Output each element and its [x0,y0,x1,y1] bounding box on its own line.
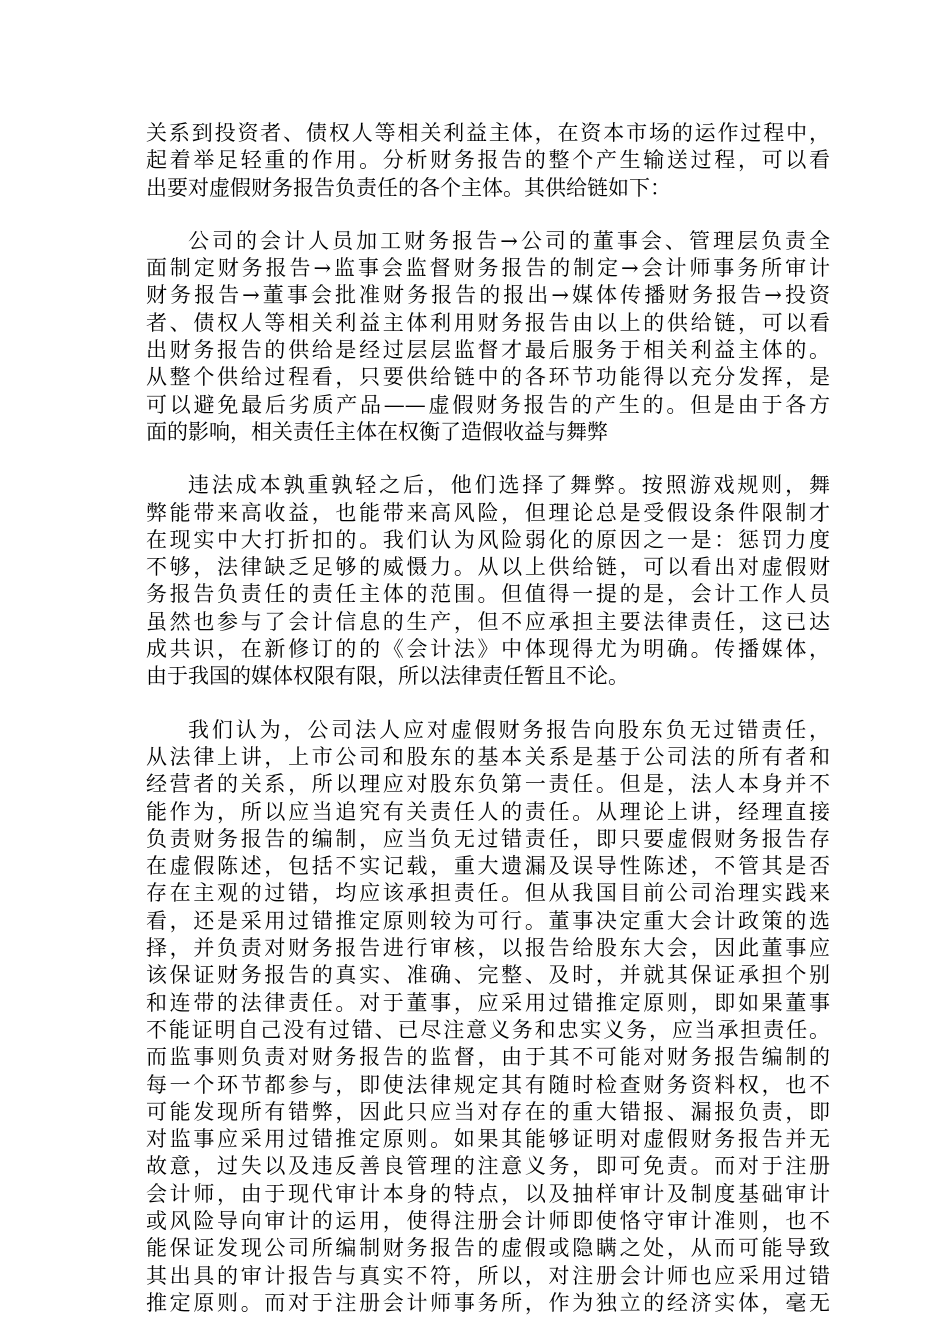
document-page [146,120,830,1317]
text-line: 弊能带来高收益，也能带来高风险，但理论总是受假设条件限制才 [146,500,830,525]
text-line: 在虚假陈述，包括不实记载，重大遗漏及误导性陈述，不管其是否 [146,854,830,879]
paragraph-gap [146,691,830,717]
text-line: 而监事则负责对财务报告的监督，由于其不可能对财务报告编制的 [146,1045,830,1070]
text-line: 虽然也参与了会计信息的生产，但不应承担主要法律责任，这已达 [146,609,830,634]
text-line: 看，还是采用过错推定原则较为可行。董事决定重大会计政策的选 [146,908,830,933]
text-line: 其出具的审计报告与真实不符，所以，对注册会计师也应采用过错 [146,1263,830,1288]
text-line: 推定原则。而对于注册会计师事务所，作为独立的经济实体，毫无 [146,1290,830,1315]
text-line: 不够，法律缺乏足够的威慑力。从以上供给链，可以看出对虚假财 [146,555,830,580]
text-line: 成共识，在新修订的的《会计法》中体现得尤为明确。传播媒体， [146,637,830,662]
text-line: 每一个环节都参与，即使法律规定其有随时检查财务资料权，也不 [146,1072,830,1097]
text-line: 面的影响，相关责任主体在权衡了造假收益与舞弊 [146,419,608,444]
text-line: 会计师，由于现代审计本身的特点，以及抽样审计及制度基础审计 [146,1181,830,1206]
text-line: 面制定财务报告→监事会监督财务报告的制定→会计师事务所审计 [146,256,830,281]
text-line: 存在主观的过错，均应该承担责任。但从我国目前公司治理实践来 [146,881,830,906]
text-line: 经营者的关系，所以理应对股东负第一责任。但是，法人本身并不 [146,772,830,797]
paragraph-3 [146,472,830,690]
text-line: 关系到投资者、债权人等相关利益主体，在资本市场的运作过程中， [146,121,830,145]
text-line: 我们认为，公司法人应对虚假财务报告向股东负无过错责任， [188,717,830,742]
text-line: 者、债权人等相关利益主体利用财务报告由以上的供给链，可以看 [146,310,830,335]
text-line: 可以避免最后劣质产品——虚假财务报告的产生的。但是由于各方 [146,392,830,417]
text-line: 负责财务报告的编制，应当负无过错责任，即只要虚假财务报告存 [146,826,830,851]
text-line: 不能证明自己没有过错、已尽注意义务和忠实义务，应当承担责任。 [146,1017,830,1042]
text-line: 能作为，所以应当追究有关责任人的责任。从理论上讲，经理直接 [146,799,830,824]
text-line: 对监事应采用过错推定原则。如果其能够证明对虚假财务报告并无 [146,1127,830,1152]
text-line: 起着举足轻重的作用。分析财务报告的整个产生输送过程，可以看 [146,148,830,173]
paragraph-4 [146,717,830,1318]
text-line: 能保证发现公司所编制财务报告的虚假或隐瞒之处，从而可能导致 [146,1236,830,1261]
text-line: 从整个供给过程看，只要供给链中的各环节功能得以充分发挥，是 [146,365,830,390]
text-line: 故意，过失以及违反善良管理的注意义务，即可免责。而对于注册 [146,1154,830,1179]
paragraph-2 [146,228,830,446]
text-line: 择，并负责对财务报告进行审核，以报告给股东大会，因此董事应 [146,936,830,961]
text-line: 在现实中大打折扣的。我们认为风险弱化的原因之一是：惩罚力度 [146,527,830,552]
text-line: 公司的会计人员加工财务报告→公司的董事会、管理层负责全 [188,228,830,253]
text-line: 财务报告→董事会批准财务报告的报出→媒体传播财务报告→投资 [146,283,830,308]
text-line: 该保证财务报告的真实、准确、完整、及时，并就其保证承担个别 [146,963,830,988]
paragraph-gap [146,202,830,228]
paragraph-gap [146,446,830,472]
text-line: 出要对虚假财务报告负责任的各个主体。其供给链如下： [146,175,671,200]
text-line: 从法律上讲，上市公司和股东的基本关系是基于公司法的所有者和 [146,744,830,769]
text-line: 违法成本孰重孰轻之后，他们选择了舞弊。按照游戏规则，舞 [188,473,830,498]
text-line: 和连带的法律责任。对于董事，应采用过错推定原则，即如果董事 [146,990,830,1015]
text-line: 出财务报告的供给是经过层层监督才最后服务于相关利益主体的。 [146,338,830,363]
paragraph-1 [146,120,830,202]
text-line: 由于我国的媒体权限有限，所以法律责任暂且不论。 [146,664,629,689]
text-line: 或风险导向审计的运用，使得注册会计师即使恪守审计准则，也不 [146,1208,830,1233]
text-line: 可能发现所有错弊，因此只应当对存在的重大错报、漏报负责，即 [146,1099,830,1124]
text-line: 务报告负责任的责任主体的范围。但值得一提的是，会计工作人员 [146,582,830,607]
